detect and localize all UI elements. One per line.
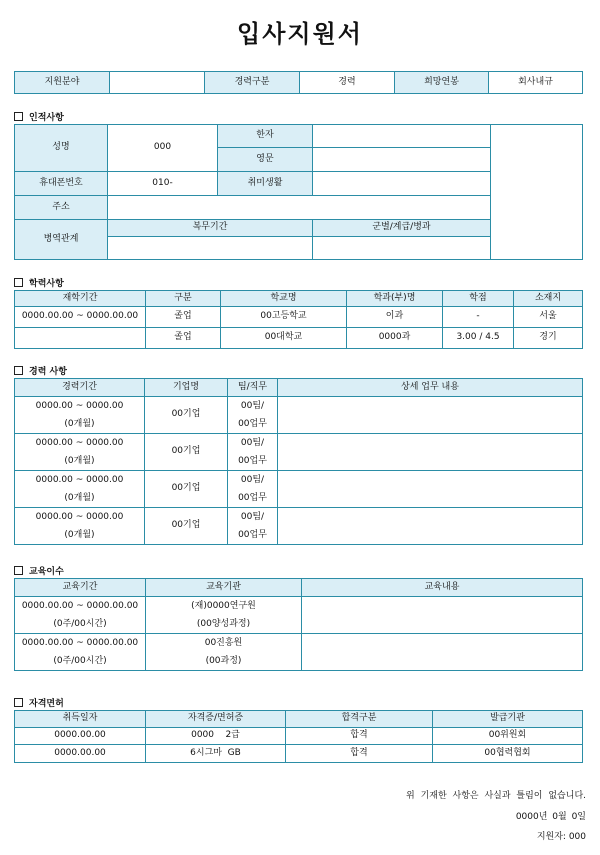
training-period[interactable]: 0000.00.00 ~ 0000.00.00 (0주/00시간) (15, 634, 146, 671)
education-major[interactable]: 0000과 (347, 328, 443, 349)
table-row (15, 728, 583, 745)
name-value[interactable]: 000 (108, 125, 218, 172)
field-label: 지원분야 (15, 72, 110, 94)
license-section-heading: 자격면허 (14, 696, 64, 709)
table-row (15, 307, 583, 328)
career-company[interactable]: 00기업 (145, 471, 228, 508)
education-gpa[interactable]: - (443, 307, 514, 328)
desired-salary-value[interactable]: 회사내규 (489, 72, 583, 94)
career-team[interactable]: 00팀/ 00업무 (228, 434, 278, 471)
checkbox-icon (14, 278, 23, 287)
education-major[interactable]: 이과 (347, 307, 443, 328)
education-header: 구분 (146, 291, 221, 307)
career-table (14, 378, 583, 545)
career-company[interactable]: 00기업 (145, 397, 228, 434)
checkbox-icon (14, 698, 23, 707)
education-type[interactable]: 졸업 (146, 328, 221, 349)
applicant-name: 지원자: 000 (536, 832, 586, 842)
training-institution[interactable]: 00진흥원 (00과정) (146, 634, 302, 671)
training-header: 교육내용 (302, 579, 583, 597)
career-header: 경력기간 (15, 379, 145, 397)
table-row (15, 397, 583, 434)
education-location[interactable]: 경기 (514, 328, 583, 349)
address-value[interactable] (108, 196, 491, 220)
license-name[interactable]: 6시그마 GB (146, 745, 286, 763)
table-row (15, 508, 583, 545)
english-value[interactable] (313, 148, 491, 172)
phone-value[interactable]: 010- (108, 172, 218, 196)
branch-rank-label: 군별/계급/병과 (313, 220, 491, 237)
truth-statement: 위 기재한 사항은 사실과 틀림이 없습니다. (406, 791, 586, 801)
education-location[interactable]: 서울 (514, 307, 583, 328)
phone-label: 휴대폰번호 (15, 172, 108, 196)
license-result[interactable]: 합격 (286, 745, 433, 763)
education-header: 학과(부)명 (347, 291, 443, 307)
career-type-value[interactable]: 경력 (300, 72, 395, 94)
service-period-label: 복무기간 (108, 220, 313, 237)
career-company[interactable]: 00기업 (145, 434, 228, 471)
career-period[interactable]: 0000.00 ~ 0000.00 (0개월) (15, 508, 145, 545)
career-header: 상세 업무 내용 (278, 379, 583, 397)
license-header: 취득일자 (15, 711, 146, 728)
table-row (15, 634, 583, 671)
signature-date: 0000년 0월 0일 (515, 812, 586, 822)
license-header: 발급기관 (433, 711, 583, 728)
career-period[interactable]: 0000.00 ~ 0000.00 (0개월) (15, 471, 145, 508)
name-label: 성명 (15, 125, 108, 172)
career-company[interactable]: 00기업 (145, 508, 228, 545)
career-detail[interactable] (278, 471, 583, 508)
service-period-value[interactable] (108, 237, 313, 260)
career-team[interactable]: 00팀/ 00업무 (228, 471, 278, 508)
checkbox-icon (14, 366, 23, 375)
career-header: 팀/직무 (228, 379, 278, 397)
english-label: 영문 (218, 148, 313, 172)
training-header: 교육기간 (15, 579, 146, 597)
training-institution[interactable]: (재)0000연구원 (00양성과정) (146, 597, 302, 634)
table-row (15, 745, 583, 763)
education-gpa[interactable]: 3.00 / 4.5 (443, 328, 514, 349)
license-header: 자격증/면허증 (146, 711, 286, 728)
training-table (14, 578, 583, 671)
license-header: 합격구분 (286, 711, 433, 728)
desired-salary-label: 희망연봉 (395, 72, 489, 94)
page-title: 입사지원서 (237, 20, 363, 48)
military-label: 병역관계 (15, 220, 108, 260)
hobby-label: 취미생활 (218, 172, 313, 196)
address-label: 주소 (15, 196, 108, 220)
career-period[interactable]: 0000.00 ~ 0000.00 (0개월) (15, 397, 145, 434)
application-info-table (14, 71, 583, 94)
education-period[interactable] (15, 328, 146, 349)
career-period[interactable]: 0000.00 ~ 0000.00 (0개월) (15, 434, 145, 471)
education-header: 학교명 (221, 291, 347, 307)
field-value[interactable] (110, 72, 205, 94)
career-detail[interactable] (278, 397, 583, 434)
table-row (15, 597, 583, 634)
license-name[interactable]: 0000 2급 (146, 728, 286, 745)
education-header: 소재지 (514, 291, 583, 307)
education-school[interactable]: 00고등학교 (221, 307, 347, 328)
career-detail[interactable] (278, 434, 583, 471)
career-team[interactable]: 00팀/ 00업무 (228, 397, 278, 434)
personal-info-table (14, 124, 583, 260)
education-type[interactable]: 졸업 (146, 307, 221, 328)
table-row (15, 434, 583, 471)
branch-rank-value[interactable] (313, 237, 491, 260)
license-date[interactable]: 0000.00.00 (15, 728, 146, 745)
checkbox-icon (14, 112, 23, 121)
career-detail[interactable] (278, 508, 583, 545)
education-period[interactable]: 0000.00.00 ~ 0000.00.00 (15, 307, 146, 328)
checkbox-icon (14, 566, 23, 575)
career-section-heading: 경력 사항 (14, 364, 67, 377)
hanja-label: 한자 (218, 125, 313, 148)
hobby-value[interactable] (313, 172, 491, 196)
license-result[interactable]: 합격 (286, 728, 433, 745)
license-issuer[interactable]: 00협력협회 (433, 745, 583, 763)
table-row (15, 328, 583, 349)
license-date[interactable]: 0000.00.00 (15, 745, 146, 763)
photo-box (491, 125, 583, 260)
education-header: 학점 (443, 291, 514, 307)
career-type-label: 경력구분 (205, 72, 300, 94)
education-school[interactable]: 00대학교 (221, 328, 347, 349)
training-section-heading: 교육이수 (14, 564, 64, 577)
training-header: 교육기관 (146, 579, 302, 597)
training-content[interactable] (302, 597, 583, 634)
education-table (14, 290, 583, 349)
career-team[interactable]: 00팀/ 00업무 (228, 508, 278, 545)
license-issuer[interactable]: 00위원회 (433, 728, 583, 745)
training-content[interactable] (302, 634, 583, 671)
personal-section-heading: 인적사항 (14, 110, 64, 123)
career-header: 기업명 (145, 379, 228, 397)
education-section-heading: 학력사항 (14, 276, 64, 289)
hanja-value[interactable] (313, 125, 491, 148)
license-table (14, 710, 583, 763)
education-header: 재학기간 (15, 291, 146, 307)
training-period[interactable]: 0000.00.00 ~ 0000.00.00 (0주/00시간) (15, 597, 146, 634)
table-row (15, 471, 583, 508)
